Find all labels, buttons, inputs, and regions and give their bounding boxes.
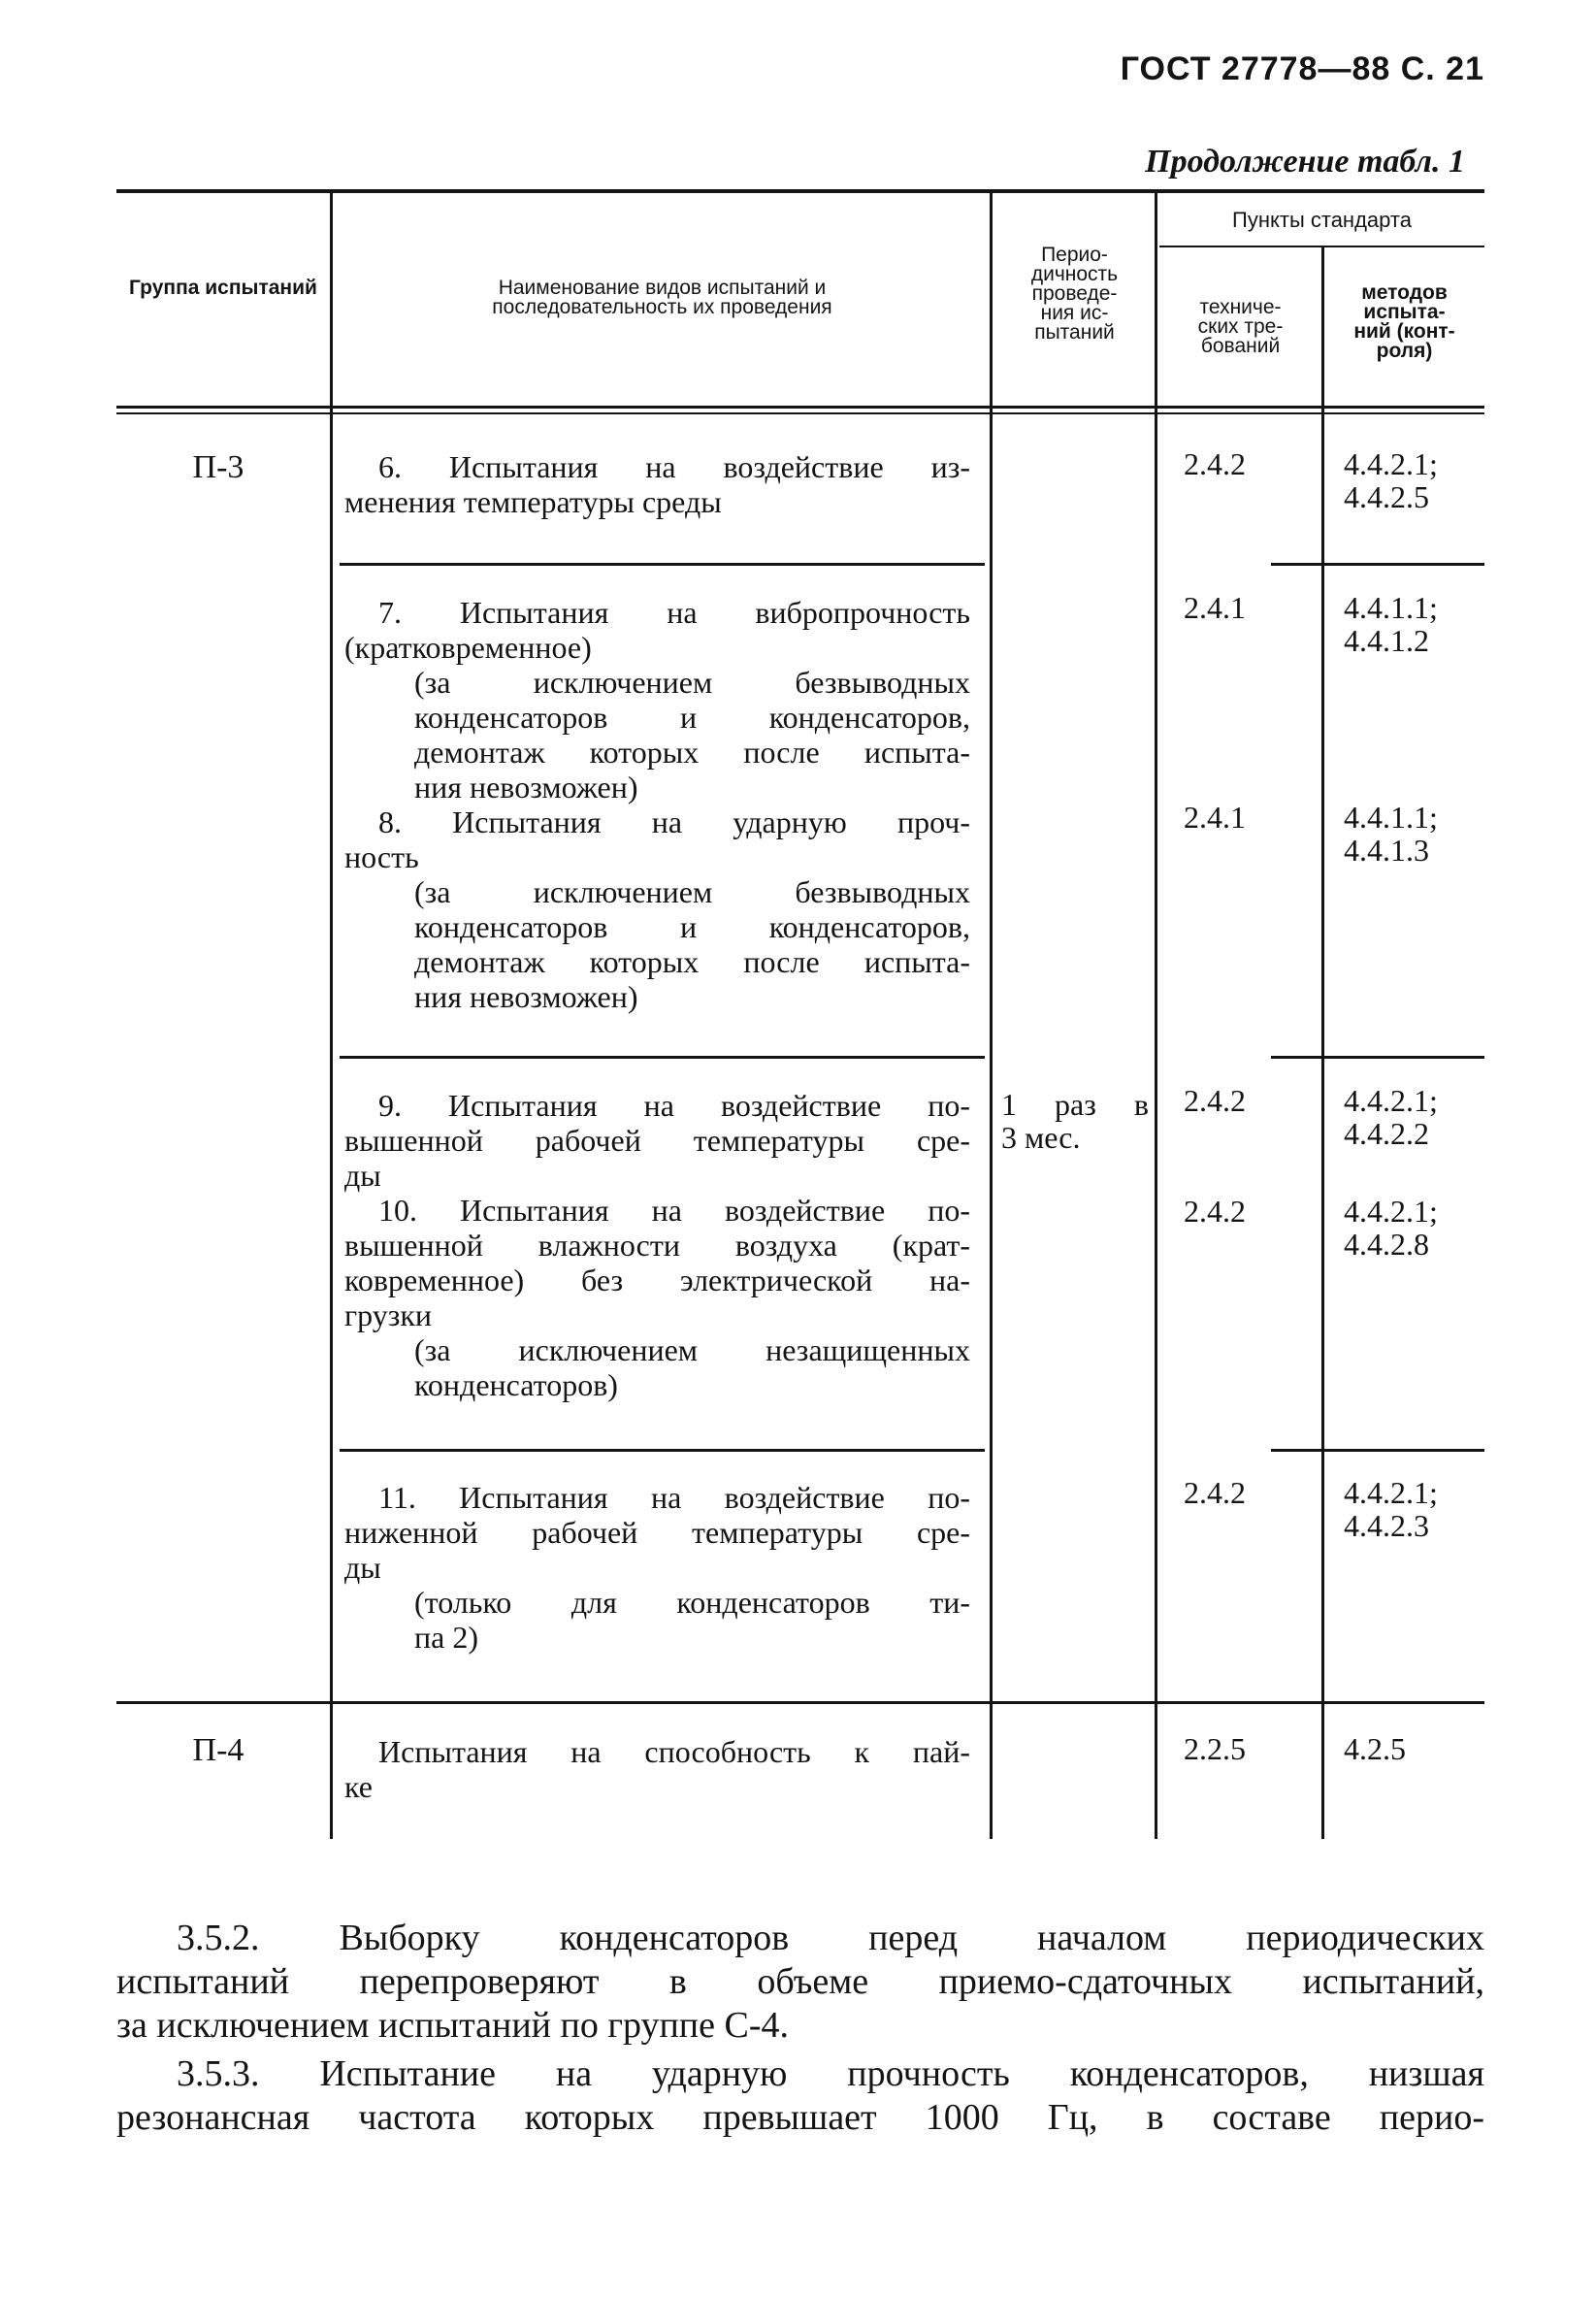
- header-bottom-rule: [116, 406, 1484, 409]
- paragraph-3-5-2: 3.5.2. Выборку конденсаторов перед началом периодических испытаний перепроверяют в объеме приемо-сдаточных испытаний, за исключением испытаний по группе С-4.: [116, 1918, 1484, 2046]
- test-item-11: 11. Испытания на воздействие по- ниженной рабочей температуры сре- ды (только для конденсаторов ти- па 2): [344, 1480, 970, 1655]
- tech-req-11: 2.4.2: [1184, 1475, 1246, 1510]
- row-separator: [1271, 1449, 1484, 1452]
- tech-req-6: 2.4.2: [1184, 446, 1246, 481]
- header-period: Перио- дичность проведе- ния ис- пытаний: [1030, 244, 1119, 344]
- row-separator: [1271, 563, 1484, 566]
- periodicity-value: 1 раз в 3 мес.: [1001, 1087, 1149, 1155]
- test-item-8: 8. Испытания на ударную проч- ность (за исключением безвыводных конденсаторов и конденсаторов, демонтаж которых после испыта- ния невозможен): [344, 804, 970, 1014]
- test-item-10: 10. Испытания на воздействие по- вышенной влажности воздуха (крат- ковременное) без электрической на- грузки (за исключением незащищенных конденсаторов): [344, 1193, 970, 1402]
- group-p4: П-4: [192, 1732, 244, 1768]
- header-methods: методов испыта- ний (конт- роля): [1353, 281, 1455, 362]
- header-tech: техниче- ских тре- бований: [1197, 296, 1284, 357]
- column-rule: [1321, 247, 1324, 1839]
- test-item-6: 6. Испытания на воздействие из- менения температуры среды: [344, 449, 970, 519]
- row-separator: [340, 1449, 985, 1452]
- group-separator: [116, 1701, 1484, 1704]
- test-item-9: 9. Испытания на воздействие по- вышенной рабочей температуры сре- ды: [344, 1088, 970, 1193]
- method-7: 4.4.1.1; 4.4.1.2: [1344, 590, 1438, 658]
- test-item-7: 7. Испытания на вибропрочность (кратковременное) (за исключением безвыводных конденсаторов и конденсаторов, демонтаж которых после испыта- ния невозможен): [344, 595, 970, 804]
- tech-req-soldering: 2.2.5: [1184, 1731, 1246, 1766]
- row-separator: [1271, 1056, 1484, 1059]
- tech-req-9: 2.4.2: [1184, 1083, 1246, 1118]
- table-continuation-label: Продолжение табл. 1: [1145, 144, 1465, 180]
- method-soldering: 4.2.5: [1344, 1731, 1406, 1766]
- method-10: 4.4.2.1; 4.4.2.8: [1344, 1194, 1438, 1262]
- group-p3: П-3: [192, 449, 244, 485]
- method-6: 4.4.2.1; 4.4.2.5: [1344, 446, 1438, 514]
- page-header: ГОСТ 27778—88 С. 21: [1120, 50, 1484, 87]
- column-rule: [1155, 193, 1157, 1839]
- column-rule: [330, 193, 333, 1839]
- row-separator: [340, 563, 985, 566]
- header-bottom-rule-2: [116, 412, 1484, 414]
- header-group: Группа испытаний: [129, 277, 317, 299]
- tech-req-10: 2.4.2: [1184, 1194, 1246, 1229]
- test-item-soldering: Испытания на способность к пай- ке: [344, 1734, 970, 1804]
- method-8: 4.4.1.1; 4.4.1.3: [1344, 800, 1438, 868]
- test-table: [116, 189, 1484, 1839]
- row-separator: [340, 1056, 985, 1059]
- header-name: Наименование видов испытаний и последовательность их проведения: [492, 277, 832, 318]
- header-standard-points: Пункты стандарта: [1232, 208, 1412, 232]
- method-9: 4.4.2.1; 4.4.2.2: [1344, 1083, 1438, 1151]
- method-11: 4.4.2.1; 4.4.2.3: [1344, 1475, 1438, 1543]
- table-top-rule: [116, 189, 1484, 193]
- tech-req-7: 2.4.1: [1184, 590, 1246, 625]
- tech-req-8: 2.4.1: [1184, 800, 1246, 835]
- column-rule: [990, 193, 993, 1839]
- paragraph-3-5-3: 3.5.3. Испытание на ударную прочность конденсаторов, низшая резонансная частота которых превышает 1000 Гц, в составе перио-: [116, 2053, 1484, 2138]
